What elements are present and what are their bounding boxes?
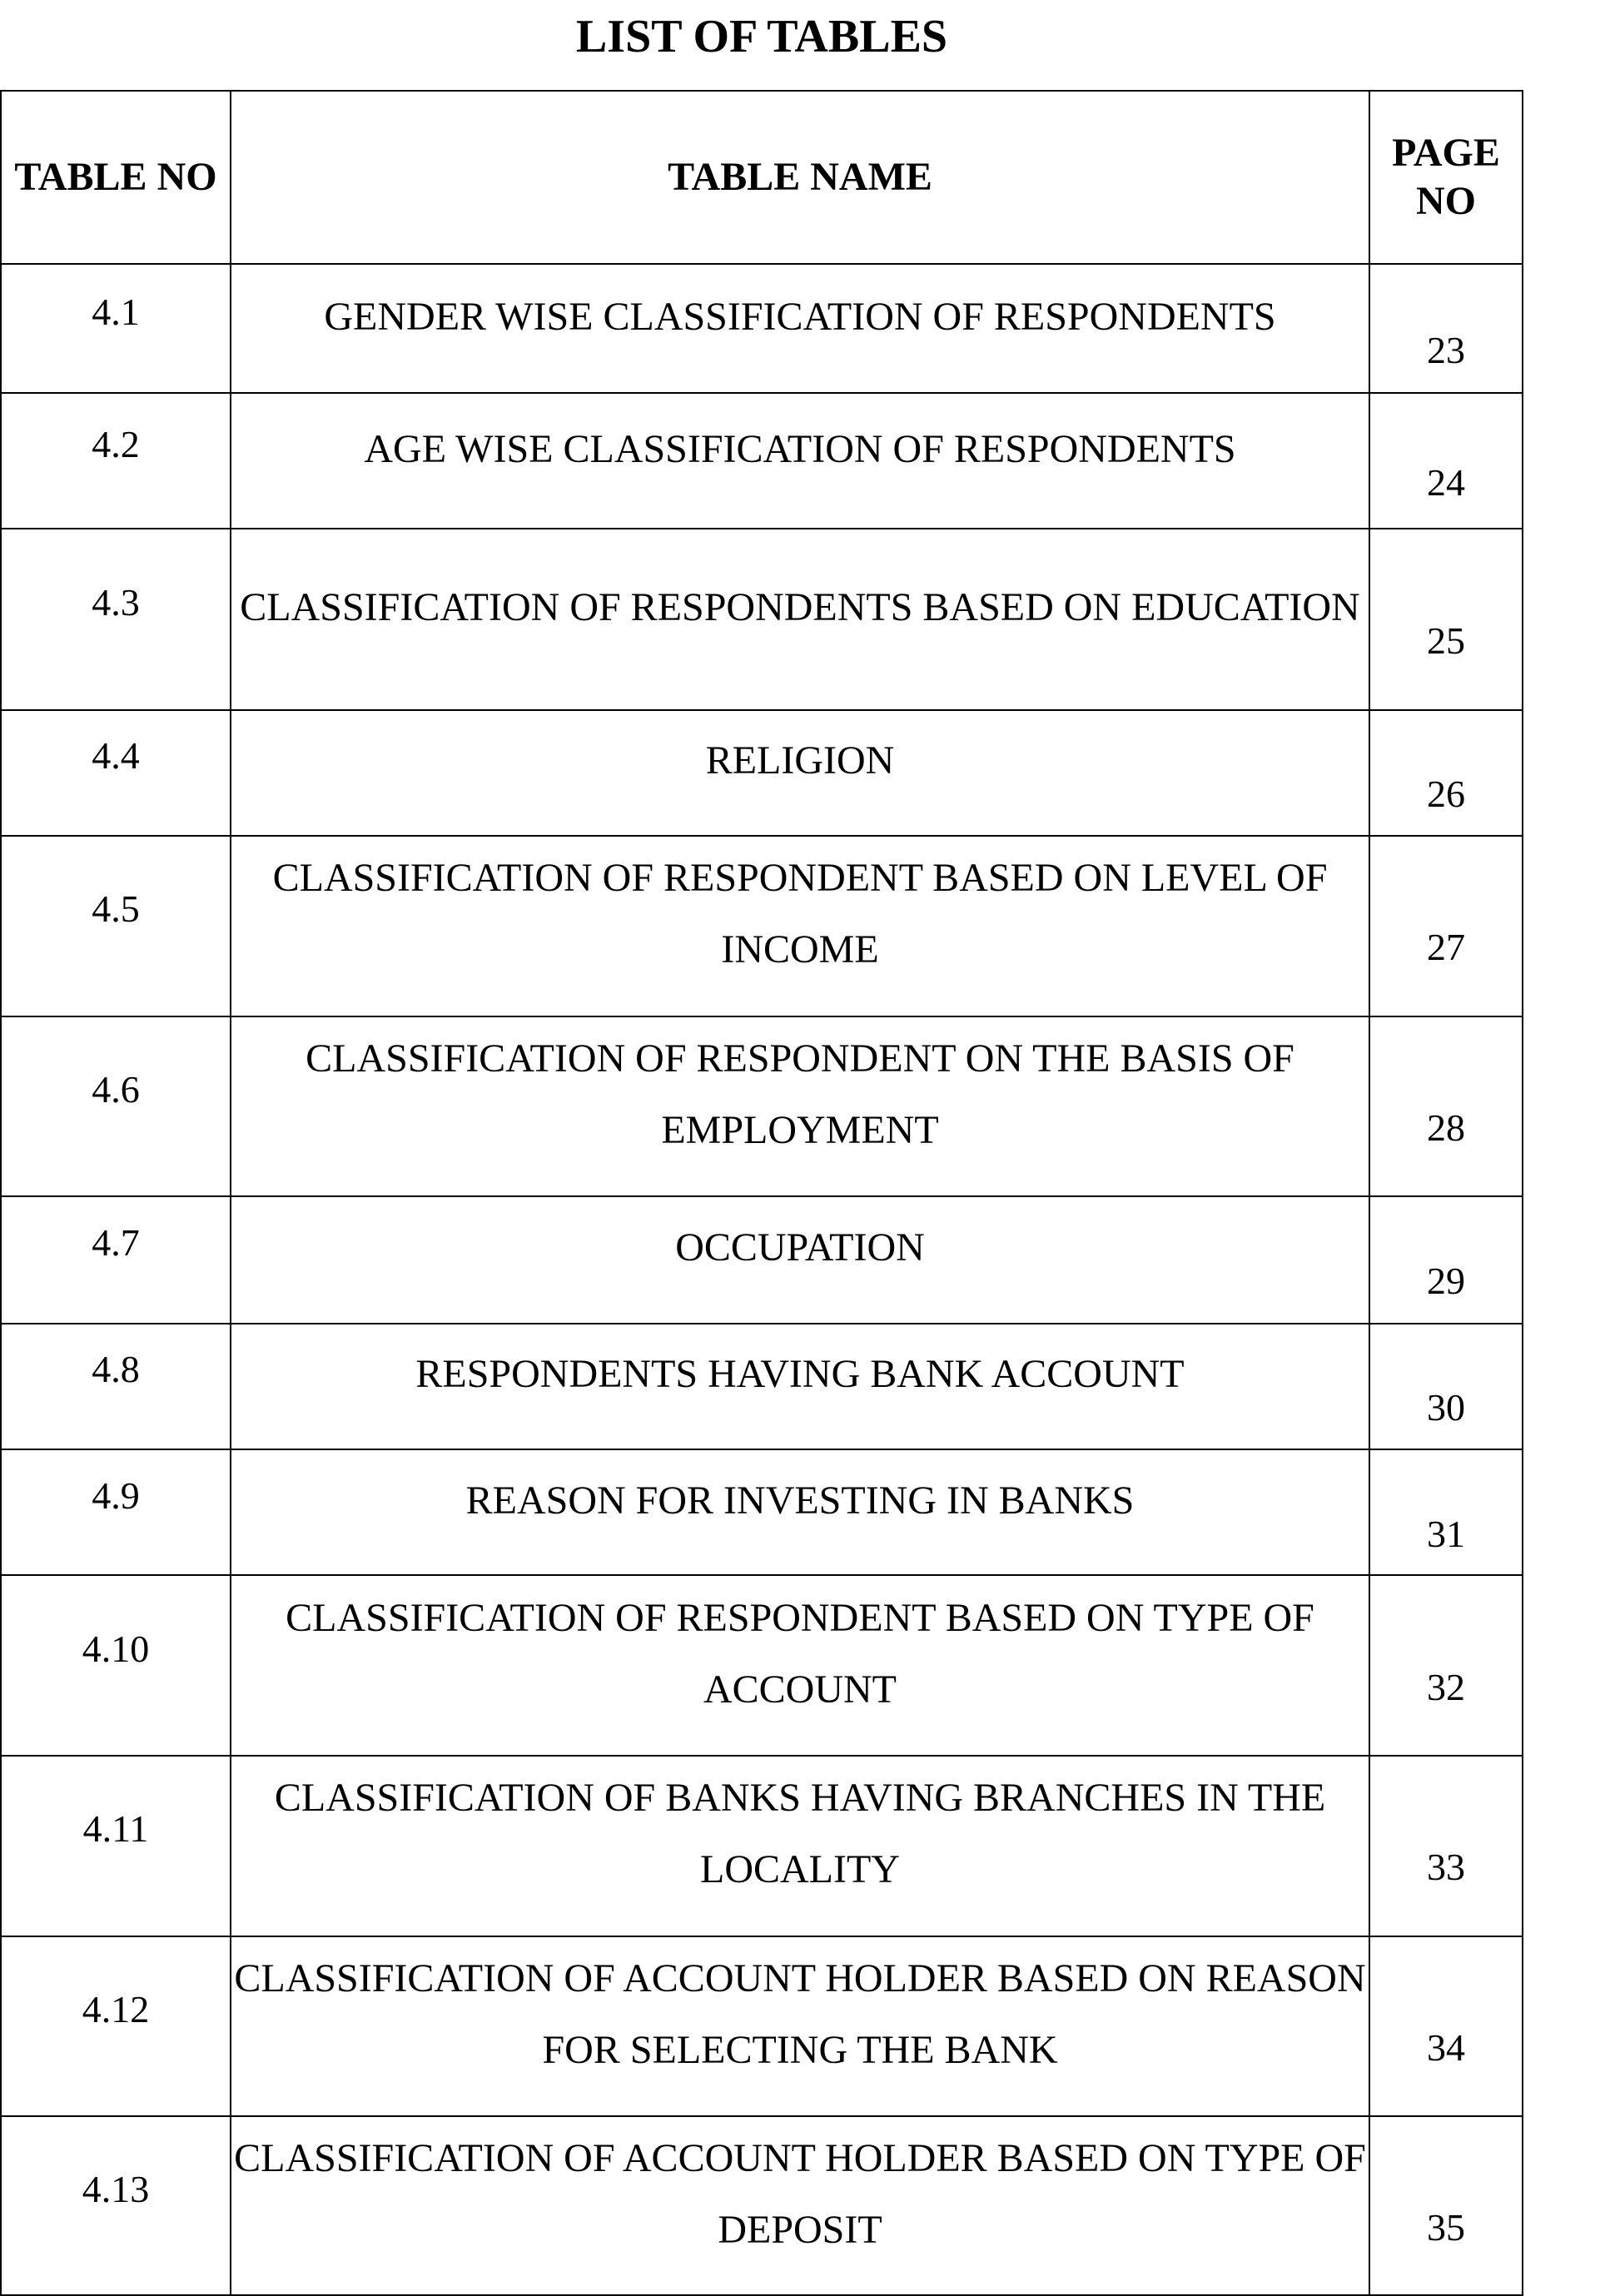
table-name: GENDER WISE CLASSIFICATION OF RESPONDENTS	[324, 294, 1276, 339]
table-no: 4.10	[82, 1627, 150, 1670]
page-no-cell	[1369, 1016, 1523, 1197]
table-no: 4.9	[92, 1474, 140, 1517]
page-no-cell	[1369, 836, 1523, 1016]
table-no: 4.6	[92, 1067, 140, 1111]
table-no-cell	[1, 1936, 231, 2117]
table-name: CLASSIFICATION OF ACCOUNT HOLDER BASED ON TYPE OF DEPOSIT	[234, 2135, 1366, 2252]
page-no-cell	[1369, 1449, 1523, 1575]
table-name-cell	[231, 710, 1369, 836]
page-no-cell	[1369, 1196, 1523, 1323]
table-row	[1, 1449, 1523, 1575]
table-row	[1, 2116, 1523, 2295]
table-row	[1, 264, 1523, 393]
table-no-cell	[1, 1449, 231, 1575]
page-no: 33	[1427, 1846, 1465, 1889]
table-name: CLASSIFICATION OF RESPONDENTS BASED ON EDUCATION	[240, 584, 1360, 629]
page-no-cell	[1369, 2116, 1523, 2295]
table-name-cell	[231, 1449, 1369, 1575]
page-no: 27	[1427, 926, 1465, 969]
table-name-cell	[231, 1936, 1369, 2117]
table-name: RELIGION	[705, 738, 895, 783]
table-row	[1, 836, 1523, 1016]
table-no: 4.2	[92, 422, 140, 465]
table-name-cell	[231, 1016, 1369, 1197]
page-no-cell	[1369, 1936, 1523, 2117]
header-table-no: TABLE NO	[1, 91, 231, 264]
page-no-cell	[1369, 264, 1523, 393]
table-no: 4.1	[92, 290, 140, 333]
page-no: 29	[1427, 1260, 1465, 1303]
table-no: 4.5	[92, 887, 140, 931]
table-name-cell	[231, 836, 1369, 1016]
header-page-no: PAGE NO	[1369, 91, 1523, 264]
page-no-cell	[1369, 710, 1523, 836]
table-no: 4.3	[92, 580, 140, 624]
list-of-tables	[0, 90, 1523, 2296]
table-name: REASON FOR INVESTING IN BANKS	[465, 1478, 1135, 1523]
table-name: RESPONDENTS HAVING BANK ACCOUNT	[415, 1352, 1185, 1397]
table-no-cell	[1, 836, 231, 1016]
page-no: 23	[1427, 328, 1465, 371]
table-name-cell	[231, 1756, 1369, 1936]
page-title: LIST OF TABLES	[575, 11, 948, 62]
table-name-cell	[231, 2116, 1369, 2295]
table-name: CLASSIFICATION OF RESPONDENT ON THE BASIS OF EMPLOYMENT	[306, 1036, 1294, 1152]
page-no: 32	[1427, 1665, 1465, 1708]
table-name-cell	[231, 529, 1369, 710]
table-name-cell	[231, 264, 1369, 393]
table-no-cell	[1, 1196, 231, 1323]
table-no: 4.7	[92, 1221, 140, 1265]
table-no-cell	[1, 1756, 231, 1936]
table-no-cell	[1, 710, 231, 836]
header-row	[1, 91, 1523, 264]
header-table-name: TABLE NAME	[231, 91, 1369, 264]
table-row	[1, 1936, 1523, 2117]
table-row	[1, 529, 1523, 710]
table-name: CLASSIFICATION OF RESPONDENT BASED ON TYPE OF ACCOUNT	[286, 1595, 1314, 1712]
table-no-cell	[1, 529, 231, 710]
table-name-cell	[231, 1324, 1369, 1449]
table-row	[1, 1324, 1523, 1449]
table-name: AGE WISE CLASSIFICATION OF RESPONDENTS	[364, 426, 1236, 471]
table-no: 4.11	[82, 1807, 149, 1851]
table-no-cell	[1, 1575, 231, 1756]
page-no: 31	[1427, 1512, 1465, 1555]
page-no-cell	[1369, 393, 1523, 528]
table-name-cell	[231, 393, 1369, 528]
table-row	[1, 710, 1523, 836]
page-no-cell	[1369, 529, 1523, 710]
table-no: 4.13	[82, 2167, 150, 2210]
table-no-cell	[1, 393, 231, 528]
page-no: 28	[1427, 1106, 1465, 1149]
table-row	[1, 1575, 1523, 1756]
table-row	[1, 1756, 1523, 1936]
page-no: 35	[1427, 2205, 1465, 2249]
table-name: OCCUPATION	[675, 1225, 925, 1270]
table-name: CLASSIFICATION OF ACCOUNT HOLDER BASED ON REASON FOR SELECTING THE BANK	[234, 1956, 1366, 2072]
table-no: 4.4	[92, 734, 140, 778]
table-no: 4.12	[82, 1987, 150, 2030]
table-no: 4.8	[92, 1348, 140, 1391]
page-no: 24	[1427, 460, 1465, 504]
table-no-cell	[1, 1016, 231, 1197]
page-no-cell	[1369, 1756, 1523, 1936]
page-no: 25	[1427, 619, 1465, 662]
table-name-cell	[231, 1196, 1369, 1323]
table-name-cell	[231, 1575, 1369, 1756]
page-no-cell	[1369, 1324, 1523, 1449]
table-row	[1, 1196, 1523, 1323]
page-no: 30	[1427, 1386, 1465, 1429]
table-row	[1, 393, 1523, 528]
table-no-cell	[1, 2116, 231, 2295]
table-no-cell	[1, 1324, 231, 1449]
page-no: 34	[1427, 2025, 1465, 2069]
table-name: CLASSIFICATION OF RESPONDENT BASED ON LEVEL OF INCOME	[272, 856, 1328, 972]
table-row	[1, 1016, 1523, 1197]
table-no-cell	[1, 264, 231, 393]
page-no-cell	[1369, 1575, 1523, 1756]
page-no: 26	[1427, 773, 1465, 816]
table-name: CLASSIFICATION OF BANKS HAVING BRANCHES IN THE LOCALITY	[274, 1776, 1326, 1892]
